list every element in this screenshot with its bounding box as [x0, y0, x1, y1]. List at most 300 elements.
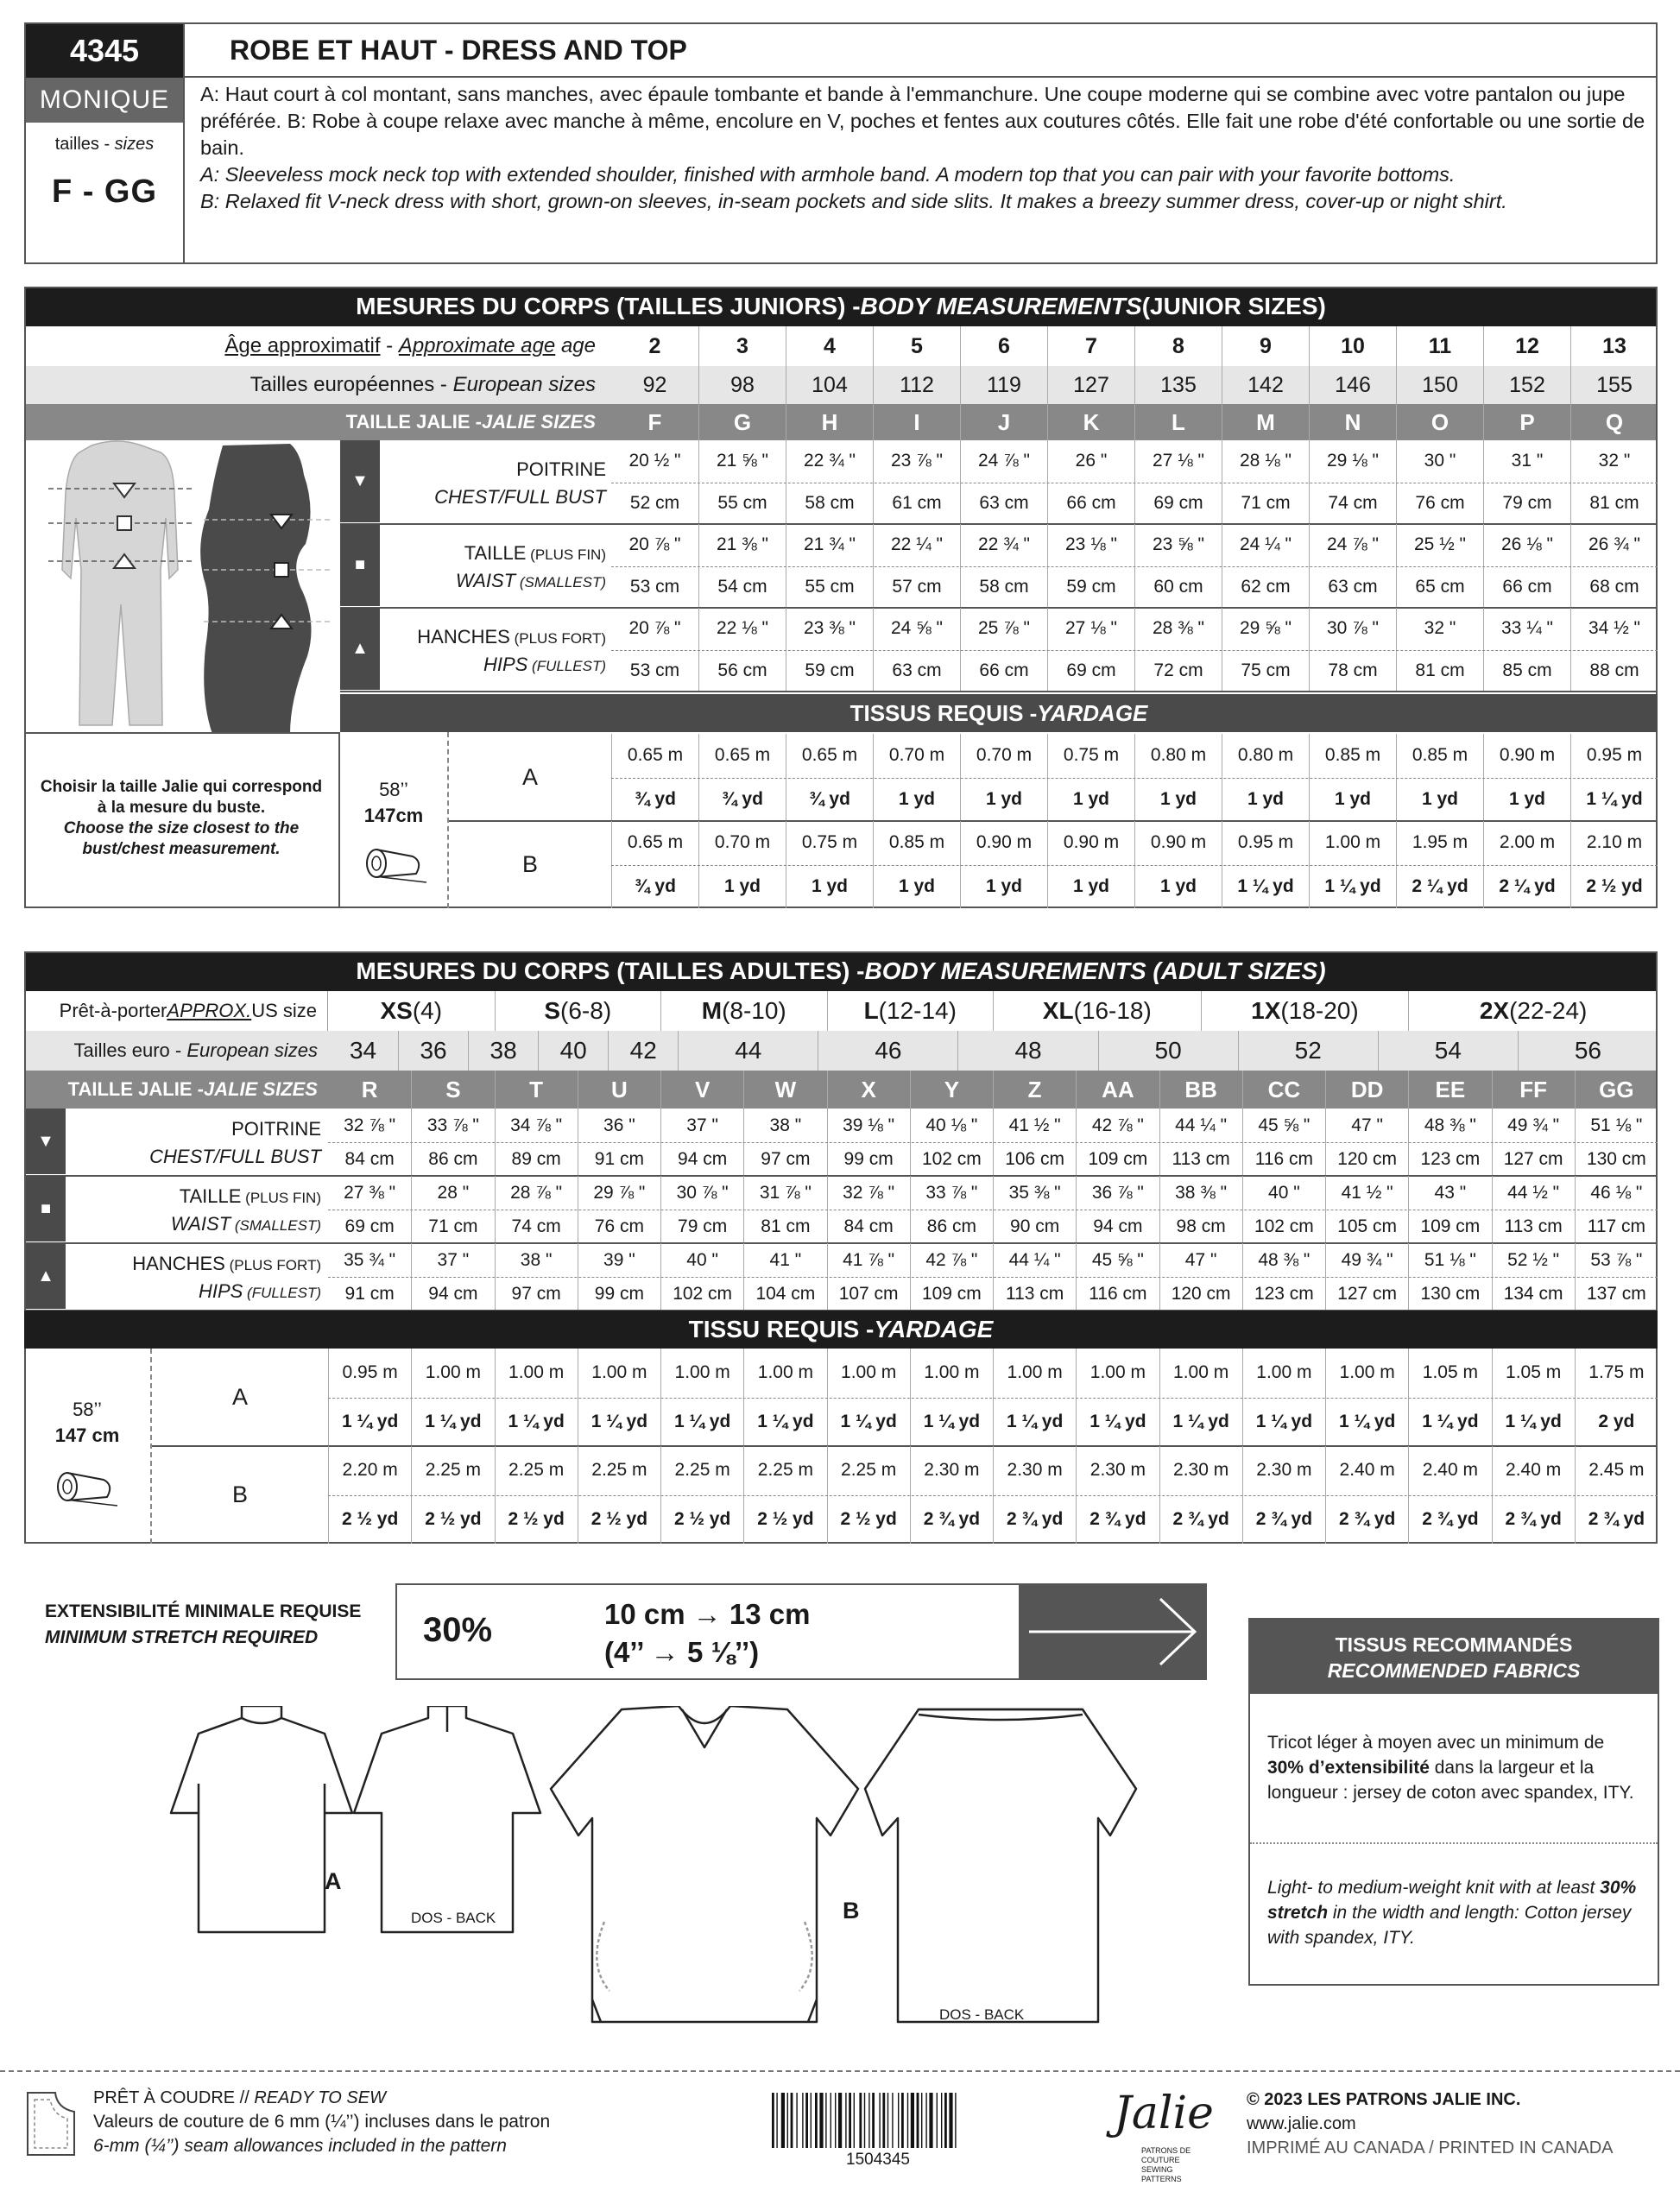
- barcode-bar: [811, 2093, 812, 2148]
- measure-qualifier-en: (FULLEST): [527, 657, 606, 674]
- yardage-yard-cell: 1 ¼ yd: [1076, 1398, 1159, 1447]
- measure-inch-cell: 30 ⅞ ": [1309, 608, 1396, 650]
- measure-inch-cell: 40 ": [1242, 1176, 1325, 1210]
- measure-cm-cell: 94 cm: [660, 1142, 743, 1176]
- measure-name-en: WAIST: [455, 569, 516, 591]
- yardage-meter-cell: 0.90 m: [960, 821, 1047, 865]
- us-size-code: S: [544, 997, 561, 1024]
- fabric-roll-icon: [364, 844, 430, 886]
- yardage-yard-cell: 2 ¾ yd: [1325, 1495, 1408, 1545]
- measure-cm-cell: 117 cm: [1575, 1210, 1658, 1243]
- measure-cm-row: [611, 650, 1658, 692]
- measure-cm-row: [611, 566, 1658, 609]
- measure-inch-cell: 33 ⅞ ": [411, 1109, 494, 1142]
- yardage-yard-cell: 1 yd: [1047, 778, 1134, 822]
- measure-name-en: HIPS: [198, 1280, 243, 1302]
- us-size-range: (8-10): [722, 997, 786, 1024]
- measure-inch-cell: 28 ⅛ ": [1222, 440, 1309, 483]
- us-size-range: (18-20): [1280, 997, 1359, 1024]
- barcode-bar: [796, 2093, 797, 2148]
- junior-choose-size-note: [24, 732, 340, 908]
- adult-jalie-cell: X: [827, 1071, 910, 1109]
- measure-symbol-icon: ■: [26, 1176, 66, 1241]
- measure-cm-cell: 53 cm: [629, 660, 680, 680]
- measure-inch-cell: 38 ": [743, 1109, 826, 1142]
- barcode-number: 1504345: [846, 2151, 910, 2169]
- measure-label-en: [380, 568, 606, 596]
- measure-cm-cell: 84 cm: [827, 1210, 910, 1243]
- measure-cm-cell: 99 cm: [827, 1142, 910, 1176]
- pattern-title: ROBE ET HAUT - DRESS AND TOP: [185, 24, 1656, 78]
- yardage-yard-cell: 1 ¼ yd: [743, 1398, 826, 1447]
- us-size-range: (22-24): [1509, 997, 1588, 1024]
- barcode-bar: [917, 2093, 919, 2148]
- yardage-yard-cell: 1 ¼ yd: [1222, 865, 1309, 909]
- measure-inch-cell: 33 ¼ ": [1483, 608, 1570, 650]
- measure-cm-cell: 113 cm: [993, 1277, 1076, 1311]
- measure-symbol-icon: ■: [340, 524, 380, 606]
- barcode-bar: [787, 2093, 788, 2148]
- measure-cm-cell: 63 cm: [960, 483, 1047, 525]
- yardage-meter-cell: 0.85 m: [1309, 734, 1396, 778]
- junior-jalie-cell: I: [873, 404, 960, 440]
- measure-cm-row: [611, 483, 1658, 525]
- measure-cm-cell: 123 cm: [1408, 1142, 1491, 1176]
- yardage-meter-cell: 1.00 m: [1325, 1349, 1408, 1398]
- measure-inch-cell: 41 ½ ": [993, 1109, 1076, 1142]
- yardage-yard-cell: 2 ¾ yd: [1242, 1495, 1325, 1545]
- barcode: [770, 2093, 1000, 2148]
- junior-age-cell: 3: [698, 326, 786, 366]
- yardage-yard-row: [328, 1398, 1658, 1447]
- measure-inch-cell: 37 ": [411, 1243, 494, 1277]
- yardage-meter-cell: 1.00 m: [495, 1349, 578, 1398]
- yardage-meter-cell: 0.75 m: [786, 821, 873, 865]
- yardage-yard-cell: ¾ yd: [611, 865, 698, 909]
- us-size-code: 1X: [1251, 997, 1281, 1024]
- yardage-view-label: B: [231, 1481, 248, 1507]
- measure-inch-cell: 21 ¾ ": [786, 524, 873, 566]
- measure-inch-cell: 37 ": [660, 1109, 743, 1142]
- yardage-dash-divider: [328, 1398, 1658, 1399]
- junior-euro-cell: 98: [698, 366, 786, 404]
- pattern-piece-icon: [24, 2089, 78, 2158]
- row-divider: [340, 691, 1658, 692]
- measure-qualifier-fr: (PLUS FORT): [224, 1257, 321, 1273]
- barcode-bar: [944, 2093, 947, 2148]
- yardage-yard-cell: 2 ½ yd: [743, 1495, 826, 1545]
- barcode-bar: [859, 2093, 862, 2148]
- measure-cm-cell: 116 cm: [1242, 1142, 1325, 1176]
- junior-age-cell: 9: [1222, 326, 1309, 366]
- adult-jalie-cell: Y: [910, 1071, 993, 1109]
- adult-jalie-row: [328, 1071, 1658, 1109]
- measure-inch-cell: 26 ⅛ ": [1483, 524, 1570, 566]
- measure-cm-cell: 113 cm: [1492, 1210, 1575, 1243]
- description-en-b: B: Relaxed fit V-neck dress with short, grown-on sleeves, in-seam pockets and side slits. It makes a breezy summer dress, cover-up or night shirt.: [200, 190, 1507, 212]
- yardage-meter-cell: 0.70 m: [960, 734, 1047, 778]
- junior-age-cell: 12: [1483, 326, 1570, 366]
- adult-euro-cell: 52: [1238, 1031, 1378, 1071]
- fabrics-fr: Tricot léger à moyen avec un minimum de 30% d’extensibilité dans la largeur et la longueur : jersey de coton avec spandex, ITY.: [1267, 1733, 1634, 1803]
- measure-inch-row: [611, 608, 1658, 650]
- barcode-bar: [845, 2093, 846, 2148]
- measure-cm-cell: 127 cm: [1325, 1277, 1408, 1311]
- measure-inch-cell: 32 ⅞ ": [827, 1176, 910, 1210]
- measure-inch-cell: 42 ⅞ ": [1076, 1109, 1159, 1142]
- measure-cm-cell: 86 cm: [411, 1142, 494, 1176]
- yardage-yard-cell: 2 yd: [1575, 1398, 1658, 1447]
- stretch-measure: 10 cm → 13 cm (4’’ → 5 ⅛’’): [604, 1598, 811, 1668]
- measure-cm-cell: 91 cm: [344, 1283, 395, 1304]
- barcode-bar: [898, 2093, 899, 2148]
- measure-inch-cell: 23 ⅛ ": [1047, 524, 1134, 566]
- yardage-yard-cell: 1 ¼ yd: [1325, 1398, 1408, 1447]
- measure-inch-cell: 21 ⅝ ": [698, 440, 786, 483]
- measure-cm-cell: 85 cm: [1483, 650, 1570, 692]
- yardage-yard-cell: 1 yd: [786, 865, 873, 909]
- us-size-range: (4): [412, 997, 443, 1024]
- measure-inch-cell: 42 ⅞ ": [910, 1243, 993, 1277]
- measure-cm-cell: 88 cm: [1570, 650, 1658, 692]
- measure-cm-cell: 81 cm: [1570, 483, 1658, 525]
- adult-jalie-cell: FF: [1492, 1071, 1575, 1109]
- measure-cm-cell: 71 cm: [411, 1210, 494, 1243]
- measure-name-fr: HANCHES: [132, 1253, 225, 1274]
- junior-jalie-cell: O: [1396, 404, 1483, 440]
- yardage-yard-cell: 2 ¾ yd: [1408, 1495, 1491, 1545]
- yardage-meter-row: [328, 1446, 1658, 1495]
- sizes-label: tailles - sizes: [54, 135, 155, 154]
- yardage-yard-cell: ¾ yd: [786, 778, 873, 822]
- yardage-yard-cell: 1 ¼ yd: [1570, 778, 1658, 822]
- adult-jalie-cell: DD: [1325, 1071, 1408, 1109]
- yardage-yard-cell: 1 yd: [873, 865, 960, 909]
- yardage-yard-cell: 1 ¼ yd: [827, 1398, 910, 1447]
- barcode-bar: [776, 2093, 777, 2148]
- measure-cm-cell: 102 cm: [910, 1142, 993, 1176]
- ready-to-sew: PRÊT À COUDRE // READY TO SEW: [93, 2088, 386, 2107]
- measure-inch-cell: 35 ⅜ ": [993, 1176, 1076, 1210]
- stretch-box: [395, 1583, 1207, 1680]
- yardage-yard-cell: 2 ¾ yd: [910, 1495, 993, 1545]
- measure-inch-cell: 51 ⅛ ": [1408, 1243, 1491, 1277]
- yardage-meter-cell: 2.30 m: [993, 1446, 1076, 1495]
- measure-cm-cell: 102 cm: [660, 1277, 743, 1311]
- yardage-yard-cell: 2 ½ yd: [1570, 865, 1658, 909]
- measure-inch-cell: 51 ⅛ ": [1575, 1109, 1658, 1142]
- measure-inch-cell: 32 ": [1396, 608, 1483, 650]
- pattern-description: [200, 81, 1663, 215]
- yardage-meter-cell: 2.25 m: [827, 1446, 910, 1495]
- junior-jalie-cell: M: [1222, 404, 1309, 440]
- garment-sketches: [121, 1706, 1140, 2051]
- measure-inch-cell: 27 ⅛ ": [1047, 608, 1134, 650]
- yardage-meter-cell: 0.65 m: [698, 734, 786, 778]
- barcode-bar: [849, 2093, 851, 2148]
- yardage-yard-cell: 1 yd: [1222, 778, 1309, 822]
- measure-inch-cell: 23 ⅞ ": [873, 440, 960, 483]
- measure-cm-cell: 109 cm: [1408, 1210, 1491, 1243]
- pattern-name: MONIQUE: [26, 78, 183, 123]
- yardage-meter-cell: 2.25 m: [578, 1446, 660, 1495]
- adult-euro-cell: 46: [818, 1031, 957, 1071]
- measure-label-fr: [380, 540, 606, 568]
- measure-inch-row: [328, 1176, 1658, 1210]
- measure-label-en: [380, 652, 606, 679]
- yardage-yard-cell: 1 ¼ yd: [1242, 1398, 1325, 1447]
- measure-cm-cell: 61 cm: [873, 483, 960, 525]
- adult-jalie-cell: U: [578, 1071, 660, 1109]
- yardage-meter-cell: 0.65 m: [611, 821, 698, 865]
- yardage-yard-cell: 1 ¼ yd: [578, 1398, 660, 1447]
- measure-cm-cell: 76 cm: [578, 1210, 660, 1243]
- yardage-dash-divider: [611, 865, 1658, 866]
- barcode-bar: [937, 2093, 938, 2148]
- measure-cm-cell: 94 cm: [1076, 1210, 1159, 1243]
- barcode-bar: [825, 2093, 826, 2148]
- yardage-meter-cell: 2.25 m: [495, 1446, 578, 1495]
- measure-cm-cell: 109 cm: [1076, 1142, 1159, 1176]
- measure-label-fr: [380, 457, 606, 484]
- printed-in: IMPRIMÉ AU CANADA / PRINTED IN CANADA: [1247, 2138, 1614, 2157]
- adult-jalie-cell: S: [411, 1071, 494, 1109]
- measure-cm-cell: 56 cm: [698, 650, 786, 692]
- junior-jalie-cell: P: [1483, 404, 1570, 440]
- adult-us-row: [328, 991, 1658, 1031]
- yardage-yard-cell: 2 ½ yd: [660, 1495, 743, 1545]
- adult-table-title: MESURES DU CORPS (TAILLES ADULTES) - BODY MEASUREMENTS (ADULT SIZES): [24, 951, 1658, 991]
- yardage-meter-cell: 2.40 m: [1492, 1446, 1575, 1495]
- junior-euro-cell: 104: [786, 366, 873, 404]
- us-size-code: 2X: [1479, 997, 1510, 1024]
- yardage-meter-cell: 2.25 m: [411, 1446, 494, 1495]
- yardage-meter-cell: 1.00 m: [1076, 1349, 1159, 1398]
- adult-yardage-title: TISSU REQUIS - YARDAGE: [24, 1311, 1658, 1349]
- measure-inch-cell: 34 ⅞ ": [495, 1109, 578, 1142]
- adult-jalie-cell: W: [743, 1071, 826, 1109]
- measure-cm-cell: 72 cm: [1134, 650, 1222, 692]
- yardage-meter-cell: 2.10 m: [1570, 821, 1658, 865]
- junior-table-title: MESURES DU CORPS (TAILLES JUNIORS) - BODY MEASUREMENTS (JUNIOR SIZES): [24, 287, 1658, 326]
- measure-name-fr: TAILLE: [179, 1185, 242, 1207]
- stretch-arrow-panel: [1019, 1585, 1205, 1678]
- yardage-meter-cell: 2.30 m: [1242, 1446, 1325, 1495]
- measure-cm-cell: 120 cm: [1325, 1142, 1408, 1176]
- yardage-yard-row: [611, 778, 1658, 822]
- junior-euro-cell: 155: [1570, 366, 1658, 404]
- measure-symbol-icon: ▲: [26, 1243, 66, 1309]
- yardage-yard-cell: 2 ¾ yd: [1076, 1495, 1159, 1545]
- yardage-yard-cell: 2 ¼ yd: [1483, 865, 1570, 909]
- adult-jalie-cell: Z: [993, 1071, 1076, 1109]
- yardage-yard-cell: 1 yd: [1047, 865, 1134, 909]
- view-b-label: B: [843, 1898, 860, 1924]
- measure-cm-cell: 120 cm: [1159, 1277, 1242, 1311]
- measure-qualifier-en: (SMALLEST): [515, 573, 606, 591]
- measure-inch-cell: 26 ¾ ": [1570, 524, 1658, 566]
- measure-inch-cell: 36 ⅞ ": [1076, 1176, 1159, 1210]
- measure-cm-cell: 68 cm: [1570, 566, 1658, 609]
- measure-label-fr: [66, 1116, 321, 1144]
- yardage-yard-cell: 1 ¼ yd: [495, 1398, 578, 1447]
- yardage-meter-cell: 0.90 m: [1483, 734, 1570, 778]
- adult-jalie-cell: EE: [1408, 1071, 1491, 1109]
- adult-fabric-width-in: 58’’: [73, 1399, 102, 1420]
- junior-euro-cell: 92: [642, 372, 667, 397]
- barcode-bar: [815, 2093, 818, 2148]
- junior-age-cell: 6: [960, 326, 1047, 366]
- adult-euro-row: [328, 1031, 1658, 1071]
- jalie-logo-sub: PATRONS DE COUTURE SEWING PATTERNS: [1141, 2146, 1191, 2183]
- seam-allowance-fr: Valeurs de couture de 6 mm (¼’’) incluses dans le patron: [93, 2112, 551, 2132]
- measure-inch-cell: 44 ¼ ": [993, 1243, 1076, 1277]
- yardage-meter-cell: 2.30 m: [910, 1446, 993, 1495]
- yardage-yard-row: [328, 1495, 1658, 1545]
- measure-cm-cell: 52 cm: [629, 492, 680, 513]
- measure-inch-row: [328, 1243, 1658, 1277]
- adult-jalie-cell: CC: [1242, 1071, 1325, 1109]
- junior-euro-cell: 142: [1222, 366, 1309, 404]
- adult-fabric-roll-icon: [55, 1468, 121, 1509]
- adult-euro-cell: 38: [468, 1031, 538, 1071]
- measure-cm-cell: 84 cm: [344, 1148, 395, 1169]
- measure-label: [66, 1251, 321, 1306]
- yardage-meter-cell: 2.00 m: [1483, 821, 1570, 865]
- adult-euro-cell: 48: [957, 1031, 1097, 1071]
- junior-age-cell: 2: [648, 333, 661, 358]
- junior-age-cell: 13: [1570, 326, 1658, 366]
- yardage-yard-cell: 1 ¼ yd: [328, 1398, 411, 1447]
- view-a-back-label: DOS - BACK: [411, 1910, 496, 1926]
- yardage-yard-cell: 1 ¼ yd: [1159, 1398, 1242, 1447]
- arrow-right-icon: [1019, 1585, 1205, 1678]
- measure-inch-cell: 29 ⅛ ": [1309, 440, 1396, 483]
- barcode-bar: [901, 2093, 904, 2148]
- recommended-fabrics: [1248, 1618, 1659, 1986]
- measure-cm-cell: 69 cm: [1047, 650, 1134, 692]
- yardage-meter-cell: 2.30 m: [1076, 1446, 1159, 1495]
- yardage-meter-cell: 2.20 m: [328, 1446, 411, 1495]
- junior-jalie-cell: Q: [1570, 404, 1658, 440]
- adult-euro-cell: 56: [1518, 1031, 1658, 1071]
- website-link[interactable]: www.jalie.com: [1247, 2114, 1356, 2133]
- yardage-yard-cell: 1 yd: [698, 865, 786, 909]
- measure-inch-row: [611, 524, 1658, 566]
- measure-name-en: HIPS: [483, 653, 528, 675]
- adult-euro-cell: 44: [678, 1031, 818, 1071]
- measure-cm-cell: 79 cm: [660, 1210, 743, 1243]
- measure-inch-cell: 24 ¼ ": [1222, 524, 1309, 566]
- measure-cm-cell: 69 cm: [1134, 483, 1222, 525]
- measure-cm-cell: 130 cm: [1408, 1277, 1491, 1311]
- yardage-yard-cell: ¾ yd: [698, 778, 786, 822]
- junior-jalie-cell: K: [1047, 404, 1134, 440]
- measure-cm-cell: 58 cm: [960, 566, 1047, 609]
- measure-inch-cell: 24 ⅝ ": [873, 608, 960, 650]
- measure-cm-cell: 69 cm: [344, 1216, 395, 1236]
- measure-cm-cell: 105 cm: [1325, 1210, 1408, 1243]
- measure-cm-cell: 97 cm: [743, 1142, 826, 1176]
- yardage-yard-cell: 1 yd: [1483, 778, 1570, 822]
- barcode-bar: [887, 2093, 888, 2148]
- measure-cm-cell: 58 cm: [786, 483, 873, 525]
- yardage-yard-cell: 1 ¼ yd: [910, 1398, 993, 1447]
- measure-cm-cell: 74 cm: [495, 1210, 578, 1243]
- junior-euro-cell: 152: [1483, 366, 1570, 404]
- adult-jalie-cell: V: [660, 1071, 743, 1109]
- measure-inch-cell: 22 ¾ ": [960, 524, 1047, 566]
- measure-inch-cell: 38 ⅜ ": [1159, 1176, 1242, 1210]
- yardage-meter-cell: 2.40 m: [1325, 1446, 1408, 1495]
- measure-cm-cell: 66 cm: [960, 650, 1047, 692]
- measure-inch-cell: 39 ⅛ ": [827, 1109, 910, 1142]
- measure-qualifier-en: (SMALLEST): [231, 1217, 321, 1234]
- adult-euro-label: Tailles euro - European sizes: [73, 1039, 318, 1061]
- measure-inch-cell: 47 ": [1325, 1109, 1408, 1142]
- measure-name-fr: POITRINE: [231, 1118, 321, 1140]
- measure-inch-cell: 36 ": [578, 1109, 660, 1142]
- measure-inch-cell: 20 ⅞ ": [628, 534, 681, 555]
- us-size-range: (6-8): [560, 997, 612, 1024]
- measure-inch-cell: 23 ⅜ ": [786, 608, 873, 650]
- yardage-view-label: A: [521, 764, 538, 790]
- measure-symbol-icon: ▼: [340, 440, 380, 522]
- yardage-meter-cell: 0.90 m: [1134, 821, 1222, 865]
- measure-qualifier-en: (FULLEST): [243, 1285, 321, 1301]
- junior-jalie-row: [611, 404, 1658, 440]
- yardage-meter-cell: 1.00 m: [993, 1349, 1076, 1398]
- junior-jalie-cell: H: [786, 404, 873, 440]
- description-fr: A: Haut court à col montant, sans manches, avec épaule tombante et bande à l'emmanchure. Une coupe moderne qui se combine avec votre pantalon ou jupe préférée. B: Robe à coupe relaxe avec manche à même, encolure en V, poches et fentes aux coutures côtés. Elle fait une robe d'été confortable ou une sortie de bain.: [200, 83, 1645, 159]
- measure-label-en: [380, 484, 606, 512]
- pattern-id-panel: [26, 24, 185, 262]
- yardage-yard-cell: 2 ¾ yd: [1575, 1495, 1658, 1545]
- adult-jalie-cell: GG: [1575, 1071, 1658, 1109]
- yardage-meter-cell: 1.00 m: [411, 1349, 494, 1398]
- adult-jalie-cell: BB: [1159, 1071, 1242, 1109]
- measure-cm-cell: 94 cm: [411, 1277, 494, 1311]
- measure-cm-cell: 102 cm: [1242, 1210, 1325, 1243]
- measure-name-fr: HANCHES: [417, 625, 510, 648]
- measure-cm-cell: 74 cm: [1309, 483, 1396, 525]
- measure-inch-cell: 38 ": [495, 1243, 578, 1277]
- measure-inch-cell: 33 ⅞ ": [910, 1176, 993, 1210]
- yardage-meter-cell: 1.00 m: [578, 1349, 660, 1398]
- barcode-bar: [854, 2093, 855, 2148]
- measure-inch-cell: 40 ⅛ ": [910, 1109, 993, 1142]
- yardage-view-label: B: [521, 851, 538, 877]
- barcode-bar: [949, 2093, 952, 2148]
- measure-inch-cell: 20 ⅞ ": [628, 618, 681, 639]
- body-figure-icon: [31, 440, 340, 734]
- measure-inch-cell: 31 ⅞ ": [743, 1176, 826, 1210]
- measure-inch-cell: 32 ": [1570, 440, 1658, 483]
- measure-cm-row: [328, 1277, 1658, 1311]
- row-dash-divider: [328, 1277, 1658, 1278]
- measure-inch-cell: 40 ": [660, 1243, 743, 1277]
- yardage-yard-cell: 1 yd: [873, 778, 960, 822]
- fabric-width-in: 58’’: [379, 779, 408, 800]
- junior-age-row: [611, 326, 1658, 366]
- measure-inch-cell: 20 ½ ": [628, 451, 681, 471]
- jalie-logo: Jalie: [1114, 2088, 1214, 2139]
- description-en-a: A: Sleeveless mock neck top with extended shoulder, finished with armhole band. A modern top that you can pair with your favorite bottoms.: [200, 163, 1456, 186]
- measure-cm-cell: 98 cm: [1159, 1210, 1242, 1243]
- fabrics-divider: [1250, 1842, 1658, 1844]
- measure-cm-cell: 91 cm: [578, 1142, 660, 1176]
- yardage-yard-cell: 1 ¼ yd: [660, 1398, 743, 1447]
